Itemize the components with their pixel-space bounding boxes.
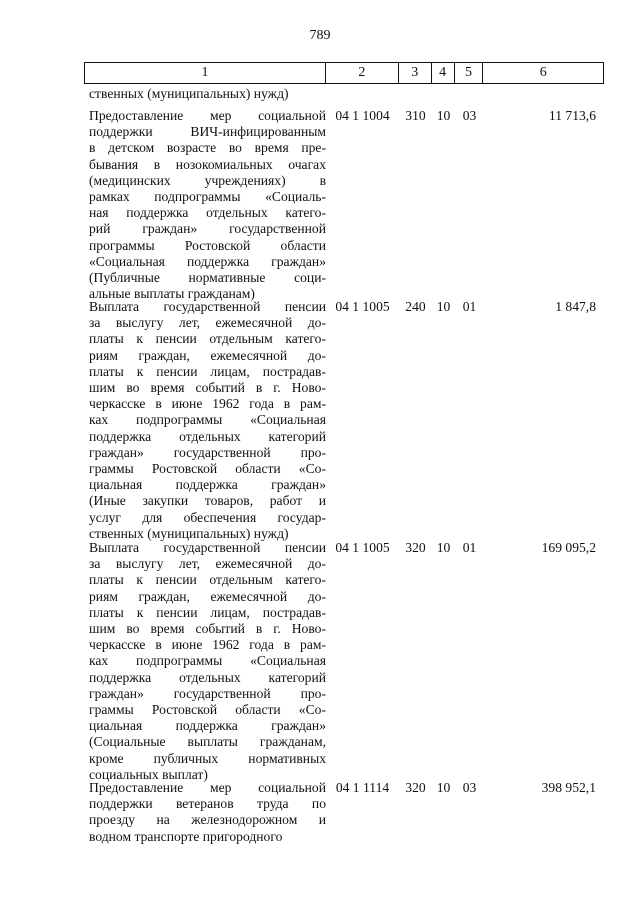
table-row [84,299,604,542]
row-description [84,299,326,542]
description-line: риям граждан, ежемесячной до- [89,588,326,604]
description-line: платы к пенсии лицам, пострадав- [89,604,326,620]
header-col-5: 5 [455,63,484,83]
description-line: за выслугу лет, ежемесячной до- [89,556,326,572]
continuation-row [84,86,604,102]
row-subsection: 03 [462,108,477,123]
description-line: Предоставление мер социальной [89,108,326,123]
description-line: социальных выплат) [89,766,208,782]
row-section: 10 [436,540,451,555]
description-line: проезду на железнодорожном и [89,812,326,828]
description-line: рий граждан» государственной [89,221,326,237]
description-line: (Социальные выплаты гражданам, [89,734,326,750]
description-line: кроме публичных нормативных [89,750,326,766]
description-line: альные выплаты гражданам) [89,286,255,302]
description-line: циальная поддержка граждан» [89,718,326,734]
row-description [84,540,326,783]
row-amount: 11 713,6 [548,108,596,123]
description-line: «Социальная поддержка граждан» [89,253,326,269]
row-section: 10 [436,108,451,123]
row-expense-type: 310 [405,108,426,123]
header-col-3: 3 [399,63,432,83]
description-line: черкасске в июне 1962 года в рам- [89,396,326,412]
row-code: 04 1 1005 [335,540,390,555]
header-col-1: 1 [85,63,326,83]
description-line: поддержка отдельных категорий [89,428,326,444]
row-expense-type: 320 [405,540,426,555]
description-line: граммы Ростовской области «Со- [89,461,326,477]
row-section: 10 [436,780,451,795]
description-line: ках подпрограммы «Социальная [89,412,326,428]
description-line: граммы Ростовской области «Со- [89,702,326,718]
row-section: 10 [436,299,451,314]
header-col-6: 6 [539,65,547,80]
row-subsection: 03 [462,780,477,795]
description-line: за выслугу лет, ежемесячной до- [89,315,326,331]
description-line: граждан» государственной про- [89,685,326,701]
table-row [84,780,604,845]
description-line: риям граждан, ежемесячной до- [89,347,326,363]
description-line: граждан» государственной про- [89,444,326,460]
description-line: бывания в нозокомиальных очагах [89,156,326,172]
header-col-2: 2 [326,63,399,83]
description-line: поддержки ВИЧ-инфицированным [89,124,326,140]
continuation-text: ственных (муниципальных) нужд) [89,86,289,101]
description-line: рамках подпрограммы «Социаль- [89,189,326,205]
row-subsection: 01 [462,299,477,314]
description-line: (Публичные нормативные соци- [89,270,326,286]
row-code: 04 1 1004 [335,108,390,123]
description-line: платы к пенсии отдельным катего- [89,331,326,347]
description-line: ная поддержка отдельных катего- [89,205,326,221]
description-line: циальная поддержка граждан» [89,477,326,493]
description-line: шим во время событий в г. Ново- [89,380,326,396]
description-line: программы Ростовской области [89,237,326,253]
table-row [84,108,604,302]
description-line: Выплата государственной пенсии [89,540,326,555]
description-line: водном транспорте пригородного [89,828,283,844]
description-line: (медицинских учреждениях) в [89,172,326,188]
row-code: 04 1 1005 [335,299,390,314]
row-expense-type: 320 [405,780,426,795]
description-line: платы к пенсии отдельным катего- [89,572,326,588]
description-line: ственных (муниципальных) нужд) [89,525,289,541]
description-line: поддержки ветеранов труда по [89,796,326,812]
row-code: 04 1 1114 [335,780,390,795]
description-line: платы к пенсии лицам, пострадав- [89,363,326,379]
description-line: ках подпрограммы «Социальная [89,653,326,669]
row-amount: 398 952,1 [541,780,596,795]
row-description [84,780,326,845]
row-description [84,108,326,302]
description-line: услуг для обеспечения государ- [89,509,326,525]
description-line: Предоставление мер социальной [89,780,326,795]
description-line: поддержка отдельных категорий [89,669,326,685]
description-line: (Иные закупки товаров, работ и [89,493,326,509]
description-line: Выплата государственной пенсии [89,299,326,314]
description-line: шим во время событий в г. Ново- [89,621,326,637]
table-row [84,540,604,783]
row-expense-type: 240 [405,299,426,314]
table-header [84,62,604,84]
description-line: в детском возрасте во время пре- [89,140,326,156]
header-col-4: 4 [432,63,455,83]
row-subsection: 01 [462,540,477,555]
row-amount: 1 847,8 [555,299,596,314]
row-amount: 169 095,2 [541,540,596,555]
description-line: черкасске в июне 1962 года в рам- [89,637,326,653]
page-number: 789 [309,28,331,43]
